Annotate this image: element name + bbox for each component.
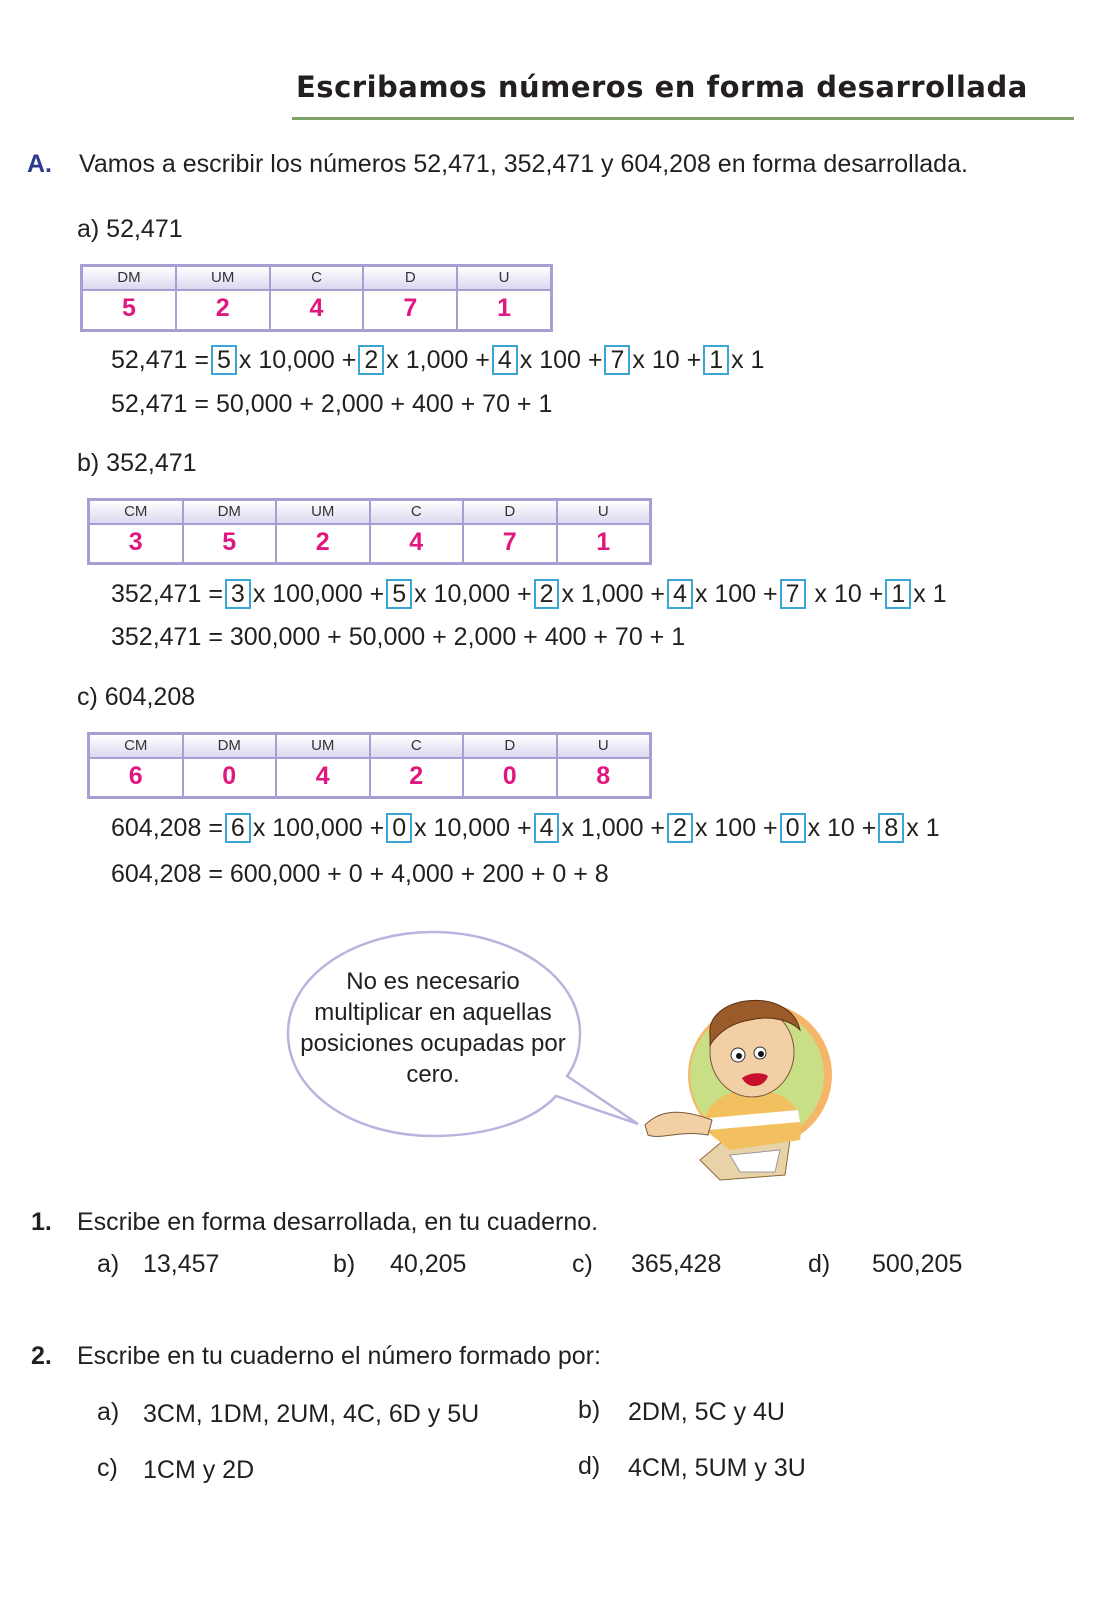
equation-term: x 10 + [807,580,884,608]
place-header: D [464,501,556,525]
answer-box: 6 [225,813,251,843]
place-header: C [371,501,463,525]
equation-term: x 1,000 + [386,346,490,374]
item-value: 3CM, 1DM, 2UM, 4C, 6D y 5U [143,1400,480,1428]
equation-term: x 1 [906,814,940,842]
place-header: U [558,501,650,525]
subsection-label: a) 52,471 [77,215,183,243]
place-digit: 7 [502,528,517,556]
item-letter: c) [97,1454,118,1482]
answer-box: 7 [780,579,806,609]
place-digit: 0 [222,762,237,790]
item-value: 40,205 [390,1250,467,1278]
place-digit: 4 [409,528,424,556]
place-digit: 3 [128,528,143,556]
equation-term: x 100 + [519,346,603,374]
place-header: UM [277,501,369,525]
title-underline [292,117,1074,120]
place-digit: 5 [222,528,237,556]
place-digit: 1 [497,294,512,322]
expansion-equation [111,813,940,843]
answer-box: 4 [534,813,560,843]
expansion-equation [111,579,947,609]
item-letter: a) [97,1250,120,1278]
place-header: D [364,267,456,291]
place-header: C [371,735,463,759]
equation-term: x 100,000 + [252,580,385,608]
item-value: 13,457 [143,1250,220,1278]
place-digit: 0 [502,762,517,790]
equation-term: x 1,000 + [561,814,666,842]
place-digit: 6 [128,762,143,790]
place-digit: 5 [121,294,136,322]
place-header: UM [177,267,269,291]
place-value-column [90,501,184,562]
place-value-column [371,501,465,562]
place-header: UM [277,735,369,759]
equation-term: x 1,000 + [561,580,666,608]
sum-equation: 604,208 = 600,000 + 0 + 4,000 + 200 + 0 + 8 [111,860,609,888]
subsection-label: c) 604,208 [77,683,196,711]
answer-box: 3 [225,579,251,609]
place-value-column [458,267,550,329]
place-value-column [371,735,465,796]
place-value-column [464,735,558,796]
answer-box: 8 [878,813,904,843]
equation-term: x 10 + [807,814,877,842]
place-header: U [458,267,550,291]
place-value-column [277,735,371,796]
place-value-column [177,267,271,329]
exercise-1-number: 1. [31,1208,52,1236]
sum-equation: 352,471 = 300,000 + 50,000 + 2,000 + 400 + 70 + 1 [111,623,686,651]
boy-illustration [640,990,840,1185]
subsection-label: b) 352,471 [77,449,197,477]
place-value-column [277,501,371,562]
answer-box: 2 [358,345,384,375]
place-value-column [558,501,650,562]
item-value: 1CM y 2D [143,1456,255,1484]
place-header: D [464,735,556,759]
item-value: 365,428 [631,1250,722,1278]
place-value-column [464,501,558,562]
place-header: C [271,267,363,291]
item-value: 2DM, 5C y 4U [628,1398,785,1426]
place-header: U [558,735,650,759]
equation-term: x 1 [913,580,947,608]
intro-text: Vamos a escribir los números 52,471, 352,471 y 604,208 en forma desarrollada. [79,150,968,178]
place-value-column [83,267,177,329]
answer-box: 1 [703,345,729,375]
item-letter: d) [578,1452,601,1480]
answer-box: 7 [604,345,630,375]
item-value: 4CM, 5UM y 3U [628,1454,806,1482]
answer-box: 0 [780,813,806,843]
place-value-table [87,498,652,565]
answer-box: 1 [885,579,911,609]
place-digit: 4 [309,294,324,322]
place-value-column [90,735,184,796]
answer-box: 5 [211,345,237,375]
page-title: Escribamos números en forma desarrollada [296,70,1028,104]
place-digit: 7 [403,294,418,322]
place-header: CM [90,501,182,525]
item-letter: a) [97,1398,120,1426]
exercise-2-number: 2. [31,1342,52,1370]
item-letter: d) [808,1250,831,1278]
place-header: CM [90,735,182,759]
answer-box: 5 [386,579,412,609]
equation-term: x 1 [731,346,765,374]
place-header: DM [184,501,276,525]
exercise-2-text: Escribe en tu cuaderno el número formado por: [77,1342,601,1370]
place-digit: 4 [315,762,330,790]
section-label: A. [27,150,52,178]
sum-equation: 52,471 = 50,000 + 2,000 + 400 + 70 + 1 [111,390,553,418]
equation-prefix: 52,471 = [111,346,210,374]
equation-term: x 100 + [694,580,778,608]
place-value-table [80,264,553,332]
answer-box: 0 [386,813,412,843]
equation-term: x 10,000 + [238,346,357,374]
place-digit: 8 [596,762,611,790]
place-digit: 2 [315,528,330,556]
place-digit: 2 [409,762,424,790]
item-value: 500,205 [872,1250,963,1278]
answer-box: 2 [534,579,560,609]
item-letter: c) [572,1250,593,1278]
place-digit: 1 [596,528,611,556]
item-letter: b) [333,1250,356,1278]
place-value-column [558,735,650,796]
exercise-1-text: Escribe en forma desarrollada, en tu cuaderno. [77,1208,599,1236]
place-header: DM [83,267,175,291]
equation-term: x 10 + [632,346,702,374]
equation-term: x 100 + [694,814,778,842]
place-value-column [184,735,278,796]
place-value-column [364,267,458,329]
answer-box: 2 [667,813,693,843]
answer-box: 4 [492,345,518,375]
equation-term: x 10,000 + [414,580,532,608]
equation-term: x 100,000 + [252,814,385,842]
place-value-table [87,732,652,799]
place-value-column [184,501,278,562]
item-letter: b) [578,1396,601,1424]
expansion-equation [111,345,764,375]
bubble-text: No es necesario multiplicar en aquellas posiciones ocupadas por cero. [300,968,566,1088]
place-header: DM [184,735,276,759]
place-digit: 2 [215,294,230,322]
equation-prefix: 604,208 = [111,814,223,842]
answer-box: 4 [667,579,693,609]
place-value-column [271,267,365,329]
equation-prefix: 352,471 = [111,580,223,608]
equation-term: x 10,000 + [414,814,532,842]
